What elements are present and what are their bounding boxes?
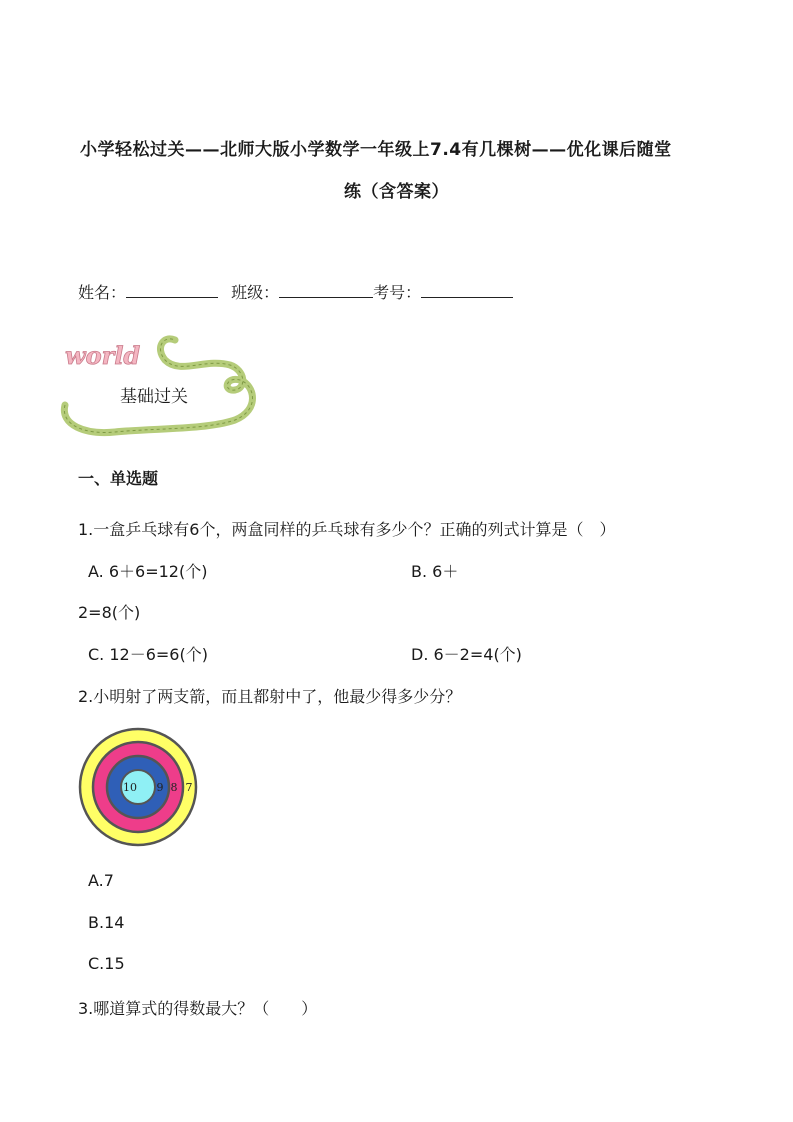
question-1-option-c[interactable]: C. 12－6=6(个) xyxy=(88,645,208,664)
class-blank[interactable] xyxy=(279,283,373,298)
name-blank[interactable] xyxy=(126,283,218,298)
banner-label: 基础过关 xyxy=(120,387,188,407)
student-info-row xyxy=(78,280,521,303)
id-label: 考号： xyxy=(373,283,422,302)
question-2-stem: 2.小明射了两支箭，而且都射中了，他最少得多少分？ xyxy=(78,687,462,706)
banner-word: world xyxy=(65,341,141,370)
archery-target-image xyxy=(78,727,198,847)
name-label: 姓名： xyxy=(78,283,127,302)
class-label: 班级： xyxy=(231,283,280,302)
question-1-option-b[interactable]: B. 6＋ xyxy=(411,562,459,581)
question-1-option-d[interactable]: D. 6－2=4(个) xyxy=(411,645,522,664)
target-score-9: 9 xyxy=(156,781,164,794)
section-heading: 一、单选题 xyxy=(78,469,159,488)
question-1-option-a[interactable]: A. 6＋6=12(个) xyxy=(88,562,208,581)
question-3-stem: 3.哪道算式的得数最大？（ ） xyxy=(78,999,318,1018)
document-title-line1: 小学轻松过关——北师大版小学数学一年级上7.4有几棵树——优化课后随堂 xyxy=(80,140,672,160)
question-2-option-a[interactable]: A.7 xyxy=(88,871,114,890)
question-1-stem: 1.一盒乒乓球有6个，两盒同样的乒乓球有多少个？正确的列式计算是（ ） xyxy=(78,520,616,539)
document-title-line2: 练（含答案） xyxy=(344,182,449,202)
target-score-10: 10 xyxy=(123,781,137,794)
target-score-8: 8 xyxy=(170,781,178,794)
question-1-option-b-continued: 2=8(个) xyxy=(78,603,141,622)
question-2-option-c[interactable]: C.15 xyxy=(88,954,125,973)
question-2-option-b[interactable]: B.14 xyxy=(88,913,125,932)
target-score-7: 7 xyxy=(185,781,193,794)
id-blank[interactable] xyxy=(421,283,513,298)
